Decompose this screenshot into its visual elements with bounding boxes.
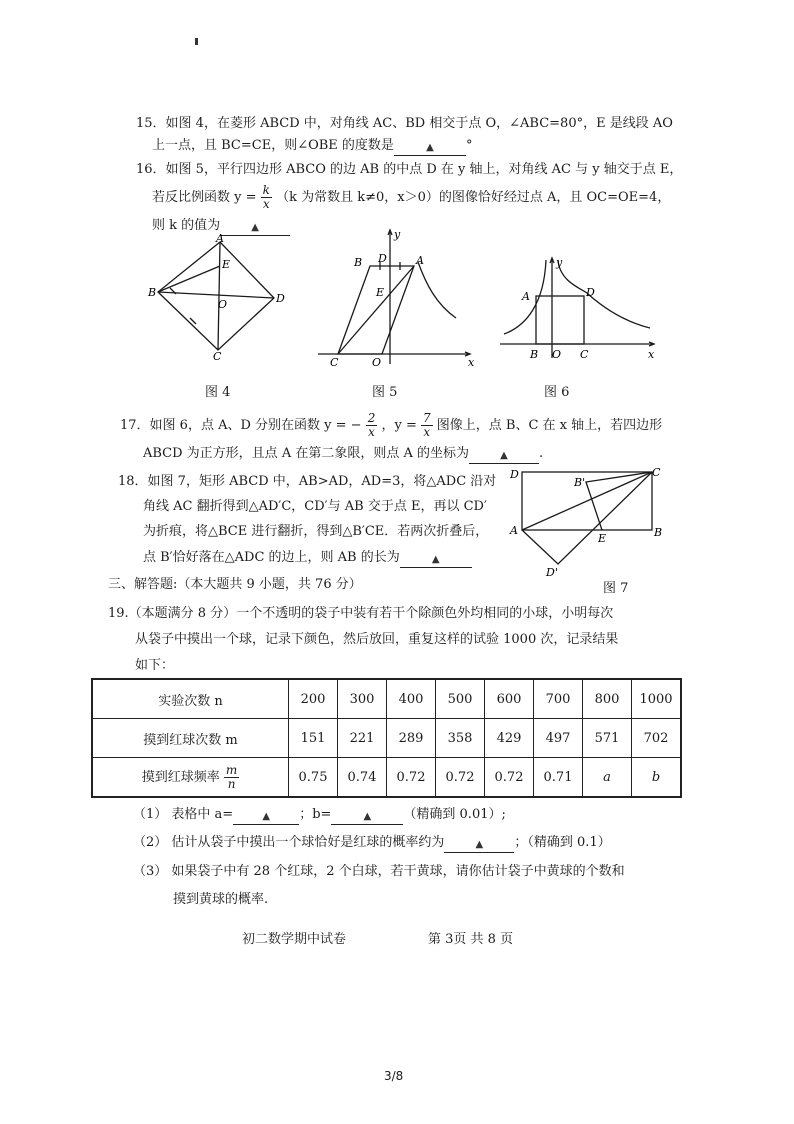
table-cell: 571 <box>583 719 632 758</box>
fig7-label-e: E <box>598 532 607 545</box>
fig6-label-o: O <box>552 348 562 361</box>
fig6-label-d: D <box>586 286 595 299</box>
q19-sub3-line1: （3） 如果袋子中有 28 个红球，2 个白球，若干黄球，请你估计袋子中黄球的个数和 <box>133 864 625 879</box>
fig7-label-d: D <box>510 468 519 481</box>
table-cell: 200 <box>289 679 338 719</box>
q16-frac-den: x <box>262 197 270 211</box>
triangle-mark-icon: ▲ <box>363 811 372 822</box>
q19-sub2 <box>133 833 611 853</box>
q19-answer-prob-blank[interactable] <box>444 836 514 853</box>
fig4-label-d: D <box>276 292 285 305</box>
q17-fraction-2 <box>421 412 433 439</box>
triangle-mark-icon: ▲ <box>500 450 508 461</box>
fig6-label-c: C <box>580 348 589 361</box>
table-cell: 0.72 <box>436 758 485 798</box>
table-cell: 0.72 <box>485 758 534 798</box>
fig4-label-b: B <box>148 286 157 299</box>
section-3-heading: 三、解答题:（本大题共 9 小题，共 76 分） <box>108 577 362 592</box>
fig6-label-x: x <box>648 348 655 361</box>
fig4-segment-be <box>158 266 220 292</box>
fig6-label-y: y <box>556 256 563 269</box>
table-cell: a <box>583 758 632 798</box>
table-cell: 800 <box>583 679 632 719</box>
q17-f2-num: 7 <box>423 411 431 425</box>
q16-line1: 16．如图 5，平行四边形 ABCO 的边 AB 的中点 D 在 y 轴上，对角线 AC 与 y 轴交于点 E， <box>136 162 683 177</box>
fig5-label-o: O <box>372 356 382 366</box>
fig6-label-b: B <box>530 348 539 361</box>
fig4-label-c: C <box>213 350 222 362</box>
q19-sub1-post: （精确到 0.01）; <box>403 807 506 822</box>
q17-f1-den: x <box>368 425 375 439</box>
q17-line2 <box>143 444 543 464</box>
table-cell: 0.72 <box>387 758 436 798</box>
q17-line1-pre: 17．如图 6，点 A、D 分别在函数 y = − <box>120 418 362 433</box>
figure-7-caption: 图 7 <box>603 581 629 596</box>
fig5-label-x: x <box>468 356 475 366</box>
q16-line2-pre: 若反比例函数 y = <box>152 190 257 205</box>
q17-f1-num: 2 <box>367 411 376 425</box>
figure-5 <box>310 226 480 366</box>
q17-line1-post: 图像上，点 B、C 在 x 轴上，若四边形 <box>436 418 663 433</box>
q18-line4-text: 点 B′恰好落在△ADC 的边上，则 AB 的长为 <box>143 550 400 565</box>
fig4-label-a: A <box>216 232 224 245</box>
q19-sub2-post: ；（精确到 0.1） <box>514 835 611 850</box>
figure-6 <box>496 254 662 364</box>
q19-answer-b-blank[interactable] <box>331 808 403 825</box>
table-cell: 497 <box>534 719 583 758</box>
q16-line2 <box>152 184 670 211</box>
q16-line2-post: （k 为常数且 k≠0，x＞0）的图像恰好经过点 A，且 OC=OE=4， <box>276 190 671 205</box>
table-cell: 289 <box>387 719 436 758</box>
q18-line4 <box>143 548 472 568</box>
table-cell: 0.75 <box>289 758 338 798</box>
q15-line1: 15．如图 4，在菱形 ABCD 中，对角线 AC、BD 相交于点 O，∠ABC=80°，E 是线段 AO <box>136 116 673 131</box>
table-cell: 702 <box>632 719 682 758</box>
fig7-label-d-prime: D' <box>546 566 558 579</box>
table-row-head-n: 实验次数 n <box>92 679 289 719</box>
table-row <box>92 758 681 798</box>
page-counter: 3/8 <box>384 1069 404 1083</box>
fig4-label-o: O <box>218 298 228 311</box>
triangle-mark-icon: ▲ <box>426 142 434 153</box>
q18-line2: 角线 AC 翻折得到△AD′C，CD′与 AB 交于点 E，再以 CD′ <box>143 499 487 514</box>
table-cell: 500 <box>436 679 485 719</box>
q15-line2 <box>152 136 472 156</box>
q17-period: . <box>539 446 544 461</box>
fig5-hyperbola <box>418 262 456 318</box>
table-cell: b <box>632 758 682 798</box>
table-row <box>92 719 681 758</box>
q17-fraction-1 <box>366 412 378 439</box>
fig5-label-c: C <box>330 356 339 366</box>
q18-line1: 18．如图 7，矩形 ABCD 中，AB>AD，AD=3，将△ADC 沿对 <box>118 474 497 489</box>
triangle-mark-icon: ▲ <box>475 839 484 850</box>
freq-frac-den: n <box>227 776 236 791</box>
fig7-diagonal-ac <box>522 472 652 530</box>
table-row-head-m: 摸到红球次数 m <box>92 719 289 758</box>
fig5-label-y: y <box>394 228 401 241</box>
table-cell: 429 <box>485 719 534 758</box>
q16-fraction <box>261 184 272 211</box>
fig4-diagonal-ac <box>218 242 220 350</box>
fig4-label-e: E <box>222 258 231 271</box>
table-cell: 151 <box>289 719 338 758</box>
footer-exam-title: 初二数学期中试卷 <box>242 932 347 947</box>
triangle-mark-icon: ▲ <box>262 811 271 822</box>
fig7-label-b-prime: B' <box>574 476 586 489</box>
q18-line3: 为折痕，将△BCE 进行翻折，得到△B′CE．若两次折叠后， <box>143 524 489 539</box>
q16-line3-text: 则 k 的值为 <box>152 218 221 233</box>
fig7-label-b: B <box>654 526 663 539</box>
q18-answer-blank[interactable] <box>400 551 472 568</box>
fig5-label-d: D <box>378 252 387 265</box>
table-cell: 221 <box>338 719 387 758</box>
freq-head-text: 摸到红球频率 <box>141 769 220 785</box>
table-cell: 1000 <box>632 679 682 719</box>
figure-4 <box>140 232 300 362</box>
fig5-label-e: E <box>376 286 385 299</box>
q17-line1 <box>120 412 662 439</box>
fig5-label-a: A <box>416 254 424 267</box>
q19-line3: 如下： <box>135 658 175 673</box>
q19-sub1-pre: （1） 表格中 a= <box>133 807 234 822</box>
table-cell: 700 <box>534 679 583 719</box>
table-row-head-freq <box>92 758 289 798</box>
scan-mark <box>195 38 198 45</box>
q15-answer-blank[interactable] <box>394 139 466 156</box>
q19-line2: 从袋子中摸出一个球，记录下颜色，然后放回，重复这样的试验 1000 次，记录结果 <box>135 632 619 647</box>
q19-sub3-line2: 摸到黄球的概率. <box>173 892 269 907</box>
fig6-label-a: A <box>522 290 530 303</box>
table-cell: 0.74 <box>338 758 387 798</box>
q15-degree: ° <box>465 138 473 153</box>
q15-line2-text: 上一点，且 BC=CE，则∠OBE 的度数是 <box>152 138 394 153</box>
triangle-mark-icon: ▲ <box>431 554 440 565</box>
q17-mid: ，y = <box>381 418 417 433</box>
q19-sub2-pre: （2） 估计从袋子中摸出一个球恰好是红球的概率约为 <box>133 835 445 850</box>
q17-line2-text: ABCD 为正方形，且点 A 在第二象限，则点 A 的坐标为 <box>143 446 469 461</box>
fig7-label-c: C <box>652 466 661 479</box>
fig7-label-a: A <box>510 524 518 537</box>
fig5-diagonal-ac <box>338 266 414 354</box>
frequency-table <box>91 678 682 798</box>
q19-sub1 <box>133 805 506 825</box>
q17-answer-blank[interactable] <box>469 447 539 464</box>
q19-answer-a-blank[interactable] <box>233 808 299 825</box>
fig6-square <box>536 296 584 344</box>
figure-7 <box>506 464 668 582</box>
triangle-mark-icon: ▲ <box>251 222 259 233</box>
fig7-second-fold <box>586 472 652 530</box>
q19-sub1-mid: ；b= <box>299 807 332 822</box>
table-cell: 400 <box>387 679 436 719</box>
q16-frac-num: k <box>262 183 270 197</box>
fig6-right-hyperbola <box>558 260 650 328</box>
table-cell: 300 <box>338 679 387 719</box>
table-cell: 358 <box>436 719 485 758</box>
figure-5-caption: 图 5 <box>372 385 398 400</box>
freq-head-fraction <box>224 764 239 791</box>
fig5-label-b: B <box>354 256 363 269</box>
freq-frac-num: m <box>225 762 238 777</box>
figure-4-caption: 图 4 <box>205 385 231 400</box>
q17-f2-den: x <box>423 425 431 439</box>
fig4-rhombus <box>158 242 274 350</box>
table-row <box>92 679 681 719</box>
table-cell: 0.71 <box>534 758 583 798</box>
q19-line1: 19.（本题满分 8 分）一个不透明的袋子中装有若干个除颜色外均相同的小球，小明每次 <box>108 606 614 621</box>
table-cell: 600 <box>485 679 534 719</box>
figure-6-caption: 图 6 <box>544 385 570 400</box>
footer-page-info: 第 3页 共 8 页 <box>428 932 514 947</box>
